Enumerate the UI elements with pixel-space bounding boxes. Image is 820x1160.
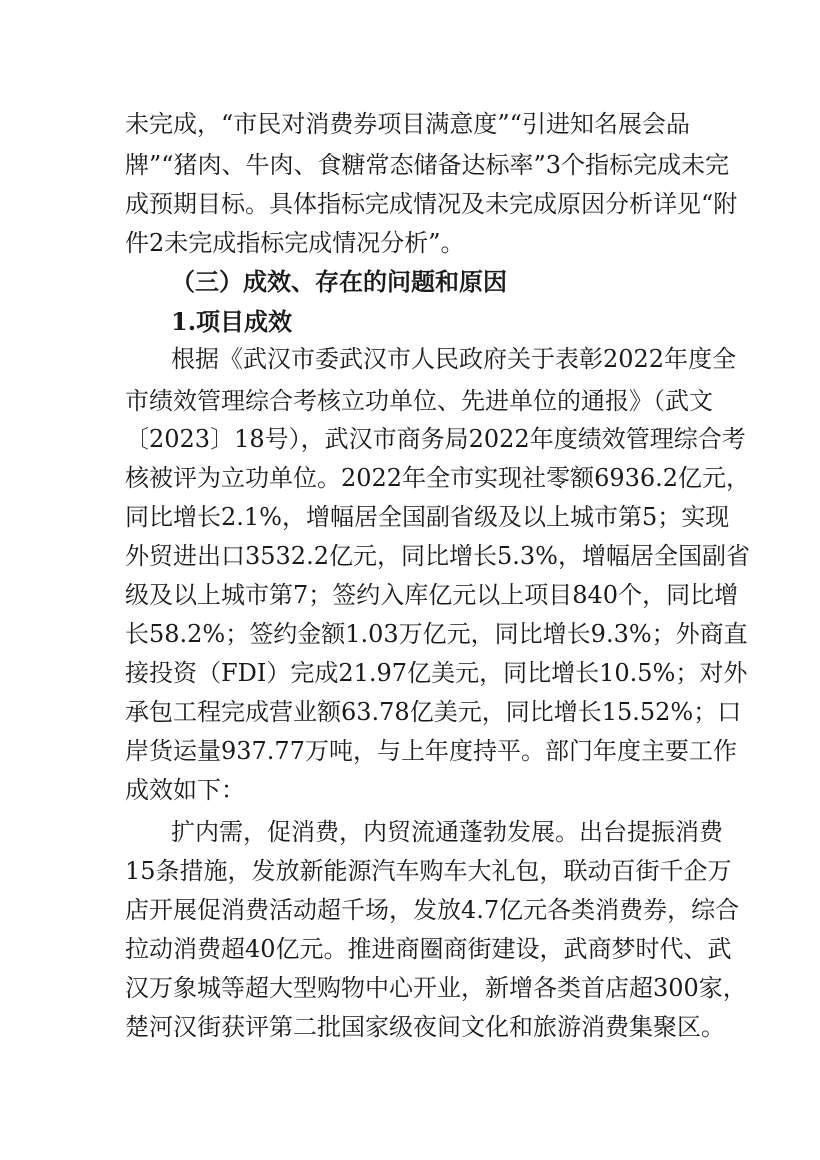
paragraph-line bbox=[0, 339, 820, 379]
paragraph-line bbox=[0, 890, 820, 930]
paragraph-line bbox=[0, 419, 820, 459]
line-text: 店开展促消费活动超千场，发放4.7亿元各类消费券，综合 bbox=[125, 896, 740, 924]
line-text: 外贸进出口3532.2亿元，同比增长5.3%，增幅居全国副省 bbox=[125, 542, 750, 570]
line-text: 岸货运量937.77万吨，与上年度持平。部门年度主要工作 bbox=[125, 737, 737, 765]
paragraph-line bbox=[0, 575, 820, 615]
paragraph-line bbox=[0, 223, 820, 263]
line-text: 接投资（FDI）完成21.97亿美元，同比增长10.5%；对外 bbox=[125, 659, 748, 687]
line-text: 市绩效管理综合考核立功单位、先进单位的通报》（武文 bbox=[125, 387, 713, 415]
line-text: 长58.2%；签约金额1.03万亿元，同比增长9.3%；外商直 bbox=[125, 620, 748, 648]
line-text: 成效如下： bbox=[125, 776, 245, 804]
paragraph-line bbox=[0, 184, 820, 224]
paragraph-line bbox=[0, 381, 820, 421]
paragraph-line bbox=[0, 770, 820, 810]
paragraph-line bbox=[0, 929, 820, 969]
line-text: 拉动消费超40亿元。推进商圈商街建设，武商梦时代、武 bbox=[125, 935, 732, 963]
paragraph-line bbox=[0, 731, 820, 771]
line-text: 未完成，“市民对消费券项目满意度”“引进知名展会品 bbox=[125, 110, 690, 138]
paragraph-line bbox=[0, 104, 820, 144]
paragraph-line bbox=[0, 851, 820, 891]
paragraph-line bbox=[0, 812, 820, 852]
paragraph-line bbox=[0, 653, 820, 693]
paragraph-line bbox=[0, 536, 820, 576]
line-text: 15条措施，发放新能源汽车购车大礼包，联动百街千企万 bbox=[125, 857, 732, 885]
line-text: 根据《武汉市委武汉市人民政府关于表彰2022年度全 bbox=[171, 345, 737, 373]
line-text: 级及以上城市第7；签约入库亿元以上项目840个，同比增 bbox=[125, 581, 739, 609]
paragraph-line bbox=[0, 1007, 820, 1047]
paragraph-line bbox=[0, 692, 820, 732]
section-heading bbox=[0, 262, 820, 302]
paragraph-line bbox=[0, 458, 820, 498]
section-heading-text: （三）成效、存在的问题和原因 bbox=[171, 268, 507, 296]
paragraph-line bbox=[0, 968, 820, 1008]
line-text: 汉万象城等超大型购物中心开业，新增各类首店超300家， bbox=[125, 974, 747, 1002]
line-text: 同比增长2.1%，增幅居全国副省级及以上城市第5；实现 bbox=[125, 503, 730, 531]
line-text: 〔2023〕18号），武汉市商务局2022年度绩效管理综合考 bbox=[125, 425, 746, 453]
paragraph-line bbox=[0, 614, 820, 654]
line-text: 成预期目标。具体指标完成情况及未完成原因分析详见“附 bbox=[125, 190, 738, 218]
subsection-heading-text: 1.项目成效 bbox=[171, 307, 293, 336]
line-text: 牌”“猪肉、牛肉、食糖常态储备达标率”3个指标完成未完 bbox=[125, 151, 730, 179]
line-text: 件2未完成指标完成情况分析”。 bbox=[125, 229, 465, 257]
paragraph-line bbox=[0, 145, 820, 185]
line-text: 楚河汉街获评第二批国家级夜间文化和旅游消费集聚区。 bbox=[125, 1013, 725, 1041]
paragraph-line bbox=[0, 497, 820, 537]
subsection-heading bbox=[0, 302, 820, 342]
line-text: 扩内需，促消费，内贸流通蓬勃发展。出台提振消费 bbox=[171, 818, 723, 846]
line-text: 承包工程完成营业额63.78亿美元，同比增长15.52%；口 bbox=[125, 698, 742, 726]
line-text: 核被评为立功单位。2022年全市实现社零额6936.2亿元， bbox=[125, 464, 751, 492]
